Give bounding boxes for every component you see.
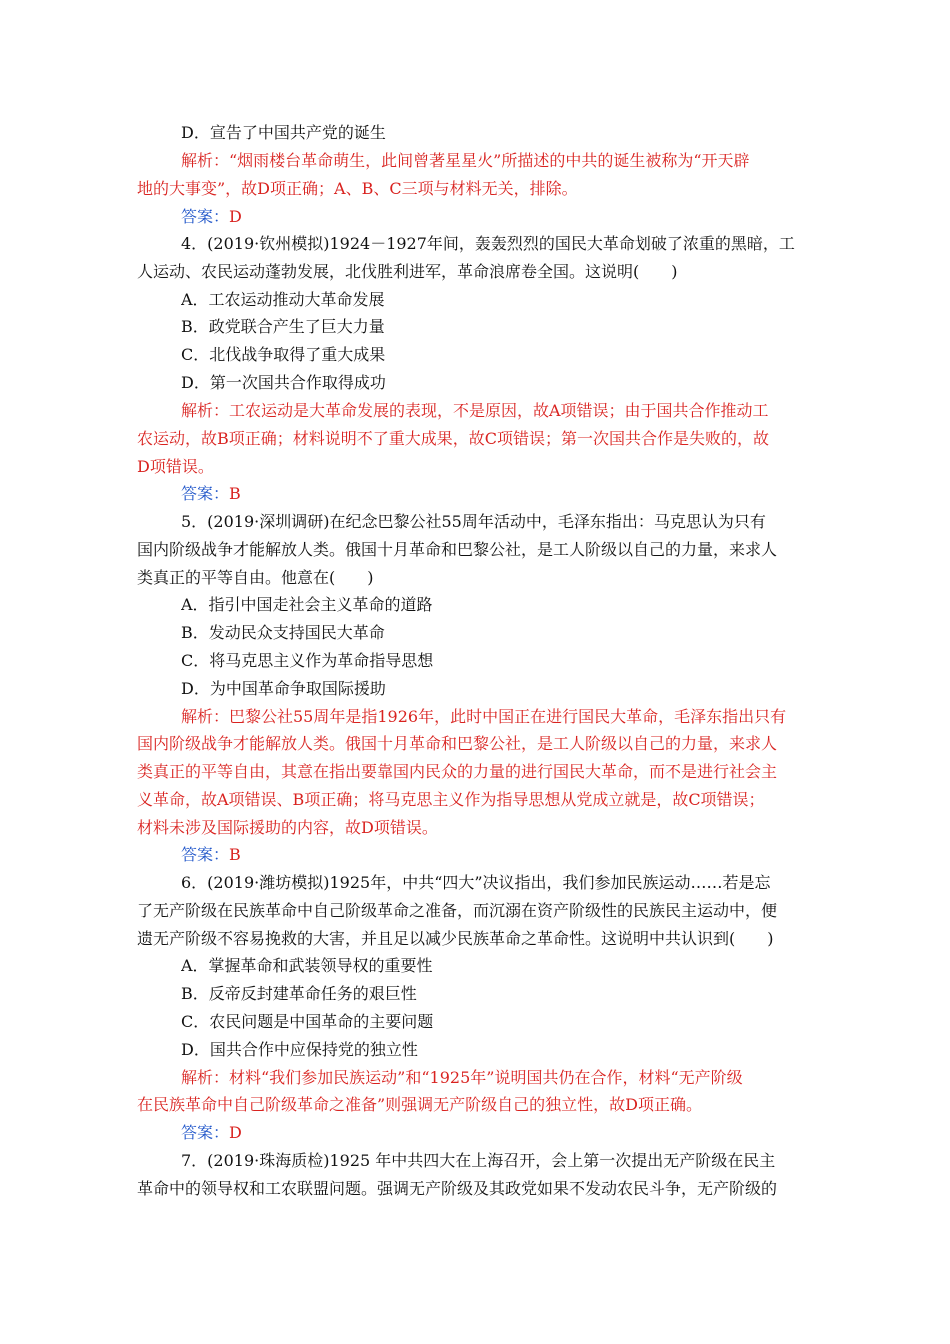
question-line: 类真正的平等自由。他意在( ) xyxy=(137,568,374,587)
answer-label: 答案： xyxy=(181,207,230,226)
answer-line xyxy=(181,205,817,231)
question-line: 4．(2019·钦州模拟)1924－1927年间，轰轰烈烈的国民大革命划破了浓重的黑暗，工 xyxy=(181,234,795,253)
question-line: 人运动、农民运动蓬勃发展，北伐胜利进军，革命浪席卷全国。这说明( ) xyxy=(137,262,678,281)
analysis-line: 国内阶级战争才能解放人类。俄国十月革命和巴黎公社，是工人阶级以自己的力量，来求人 xyxy=(137,734,778,753)
question-line: 6．(2019·潍坊模拟)1925年，中共“四大”决议指出，我们参加民族运动……若是忘 xyxy=(181,873,771,892)
answer-label: 答案： xyxy=(181,1123,230,1142)
answer-value: D xyxy=(229,1123,242,1142)
answer-line xyxy=(181,1121,817,1147)
answer-value: B xyxy=(229,845,241,864)
question-line: 了无产阶级在民族革命中自己阶级革命之准备，而沉溺在资产阶级性的民族民主运动中，便 xyxy=(137,901,778,920)
analysis-line: 解析：材料“我们参加民族运动”和“1925年”说明国共仍在合作，材料“无产阶级 xyxy=(181,1068,743,1087)
option-line: A．工农运动推动大革命发展 xyxy=(181,290,385,309)
question-line: 遗无产阶级不容易挽救的大害，并且足以减少民族革命之革命性。这说明中共认识到( ) xyxy=(137,929,774,948)
option-line: D．第一次国共合作取得成功 xyxy=(181,373,386,392)
analysis-line: 在民族革命中自己阶级革命之准备”则强调无产阶级自己的独立性，故D项正确。 xyxy=(137,1095,703,1114)
option-line: D．为中国革命争取国际援助 xyxy=(181,679,386,698)
option-line: A．掌握革命和武装领导权的重要性 xyxy=(181,956,433,975)
analysis-line: 解析：工农运动是大革命发展的表现，不是原因，故A项错误；由于国共合作推动工 xyxy=(181,401,769,420)
option-line: D．国共合作中应保持党的独立性 xyxy=(181,1040,418,1059)
analysis-line: 义革命，故A项错误、B项正确；将马克思主义作为指导思想从党成立就是，故C项错误； xyxy=(137,790,765,809)
answer-label: 答案： xyxy=(181,845,230,864)
option-line: A．指引中国走社会主义革命的道路 xyxy=(181,595,433,614)
option-line: B．政党联合产生了巨大力量 xyxy=(181,317,385,336)
option-line: C．农民问题是中国革命的主要问题 xyxy=(181,1012,434,1031)
analysis-line: 材料未涉及国际援助的内容，故D项错误。 xyxy=(137,818,438,837)
question-line: 国内阶级战争才能解放人类。俄国十月革命和巴黎公社，是工人阶级以自己的力量，来求人 xyxy=(137,540,778,559)
answer-value: B xyxy=(229,484,241,503)
question-line: 革命中的领导权和工农联盟问题。强调无产阶级及其政党如果不发动农民斗争，无产阶级的 xyxy=(137,1179,778,1198)
option-line: C．北伐战争取得了重大成果 xyxy=(181,345,386,364)
answer-value: D xyxy=(229,207,242,226)
answer-line xyxy=(181,843,817,869)
answer-label: 答案： xyxy=(181,484,230,503)
option-line: C．将马克思主义作为革命指导思想 xyxy=(181,651,434,670)
analysis-line: D项错误。 xyxy=(137,457,214,476)
option-line: B．反帝反封建革命任务的艰巨性 xyxy=(181,984,417,1003)
analysis-line: 解析：“烟雨楼台革命萌生，此间曾著星星火”所描述的中共的诞生被称为“开天辟 xyxy=(181,151,750,170)
analysis-line: 地的大事变”，故D项正确；A、B、C三项与材料无关，排除。 xyxy=(137,179,578,198)
analysis-line: 解析：巴黎公社55周年是指1926年，此时中国正在进行国民大革命，毛泽东指出只有 xyxy=(181,707,787,726)
option-line: D．宣告了中国共产党的诞生 xyxy=(181,123,386,142)
analysis-line: 类真正的平等自由，其意在指出要靠国内民众的力量的进行国民大革命，而不是进行社会主 xyxy=(137,762,778,781)
analysis-line: 农运动，故B项正确；材料说明不了重大成果，故C项错误；第一次国共合作是失败的，故 xyxy=(137,429,770,448)
question-line: 7．(2019·珠海质检)1925 年中共四大在上海召开，会上第一次提出无产阶级在民主 xyxy=(181,1151,776,1170)
answer-line xyxy=(181,482,817,508)
option-line: B．发动民众支持国民大革命 xyxy=(181,623,385,642)
question-line: 5．(2019·深圳调研)在纪念巴黎公社55周年活动中，毛泽东指出：马克思认为只有 xyxy=(181,512,766,531)
